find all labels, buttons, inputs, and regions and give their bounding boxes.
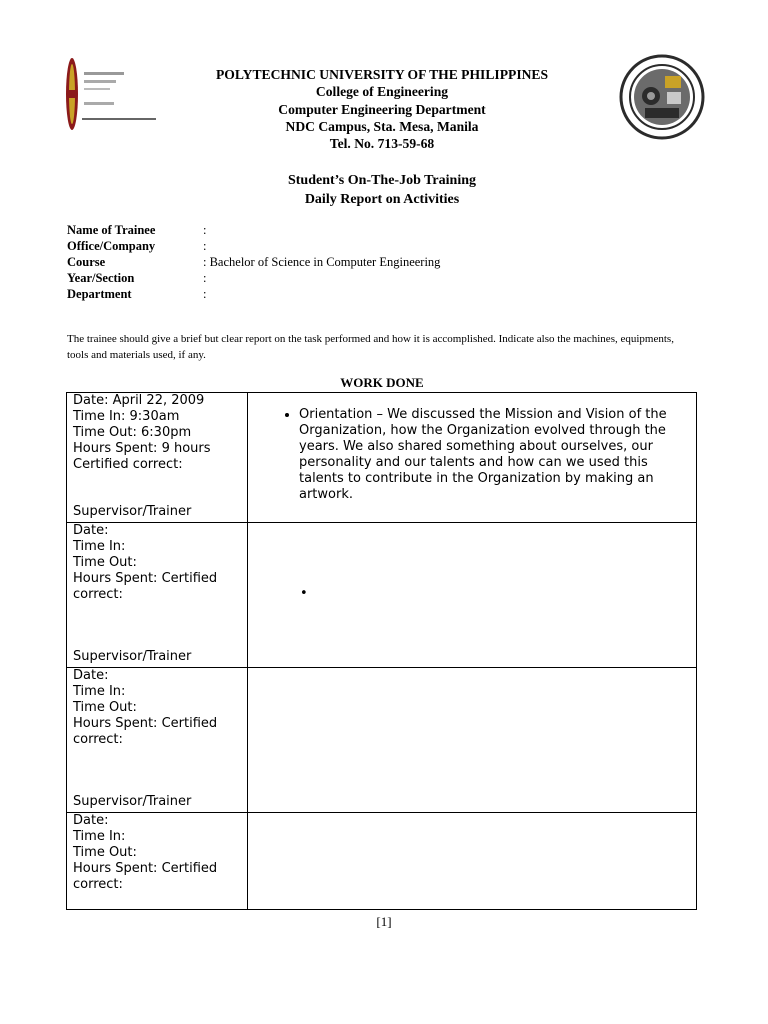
entry-details-cell (67, 668, 248, 813)
entry-hours-spent: Hours Spent: Certified correct: (73, 716, 218, 747)
entry-details-cell (67, 393, 248, 523)
trainee-info (67, 222, 667, 302)
pup-logo-icon (62, 52, 158, 140)
entry-time-out: Time Out: 6:30pm (73, 425, 192, 440)
info-value: : Bachelor of Science in Computer Engineering (203, 255, 441, 269)
entry-time-out: Time Out: (73, 845, 137, 860)
college-name: College of Engineering (315, 84, 449, 100)
info-value: : (203, 287, 207, 301)
entry-activity-cell (248, 393, 697, 523)
info-label: Course (67, 255, 106, 269)
entry-time-in: Time In: (73, 829, 126, 844)
entry-hours-spent: Hours Spent: Certified correct: (73, 861, 218, 892)
info-row-name (67, 222, 667, 238)
activity-item: • Orientation – We discussed the Mission and Vision of the Organization, how the Organization evolved through the years. We also shared something about ourselves, our personality and our talents and how can we used this talents to contribute in the Organization by making an artwork. (299, 407, 686, 503)
info-label: Department (67, 287, 132, 301)
work-done-heading: WORK DONE (340, 375, 424, 390)
entry-activity-cell (248, 668, 697, 813)
table-row (67, 393, 697, 523)
table-row (67, 813, 697, 910)
table-row (67, 668, 697, 813)
activity-log-table (66, 392, 697, 910)
instructions-text: The trainee should give a brief but clear report on the task performed and how it is accomplished. Indicate also the machines, equipments, tools and materials used, if any. (67, 333, 674, 361)
info-label: Office/Company (67, 239, 156, 253)
info-row-office (67, 238, 667, 254)
entry-details-cell (67, 813, 248, 910)
info-value: : (203, 223, 207, 237)
activity-list (272, 407, 686, 503)
entry-details-cell (67, 523, 248, 668)
entry-certified: Certified correct: (73, 457, 183, 472)
entry-time-out: Time Out: (73, 700, 137, 715)
university-name: POLYTECHNIC UNIVERSITY OF THE PHILIPPINES (215, 67, 549, 82)
entry-date: Date: (73, 523, 109, 538)
page-number: [1] (376, 914, 392, 929)
info-label: Year/Section (67, 271, 135, 285)
empty-bullet: • (300, 586, 308, 601)
info-row-year-section (67, 270, 667, 286)
info-value: : (203, 271, 207, 285)
entry-date: Date: April 22, 2009 (73, 393, 205, 408)
entry-time-out: Time Out: (73, 555, 137, 570)
campus-address: NDC Campus, Sta. Mesa, Manila (285, 118, 479, 134)
info-label: Name of Trainee (67, 223, 156, 237)
info-value: : (203, 239, 207, 253)
institution-header (160, 66, 604, 152)
entry-time-in: Time In: (73, 684, 126, 699)
entry-hours-spent: Hours Spent: Certified correct: (73, 571, 218, 602)
entry-supervisor-signature: Supervisor/Trainer (73, 504, 192, 519)
entry-time-in: Time In: (73, 539, 126, 554)
info-row-course (67, 254, 667, 270)
entry-date: Date: (73, 668, 109, 683)
table-row (67, 523, 697, 668)
report-title-line1: Student’s On-The-Job Training (287, 173, 476, 188)
entry-hours-spent: Hours Spent: 9 hours (73, 441, 211, 456)
entry-activity-cell (248, 523, 697, 668)
entry-supervisor-signature: Supervisor/Trainer (73, 794, 192, 809)
entry-activity-cell (248, 813, 697, 910)
report-title (160, 171, 604, 209)
entry-date: Date: (73, 813, 109, 828)
info-row-department (67, 286, 667, 302)
telephone-number: Tel. No. 713-59-68 (329, 136, 435, 152)
department-name: Computer Engineering Department (278, 101, 486, 117)
entry-time-in: Time In: 9:30am (73, 409, 180, 424)
entry-supervisor-signature: Supervisor/Trainer (73, 649, 192, 664)
computer-engineering-seal-icon (619, 54, 705, 140)
report-title-line2: Daily Report on Activities (304, 192, 460, 207)
